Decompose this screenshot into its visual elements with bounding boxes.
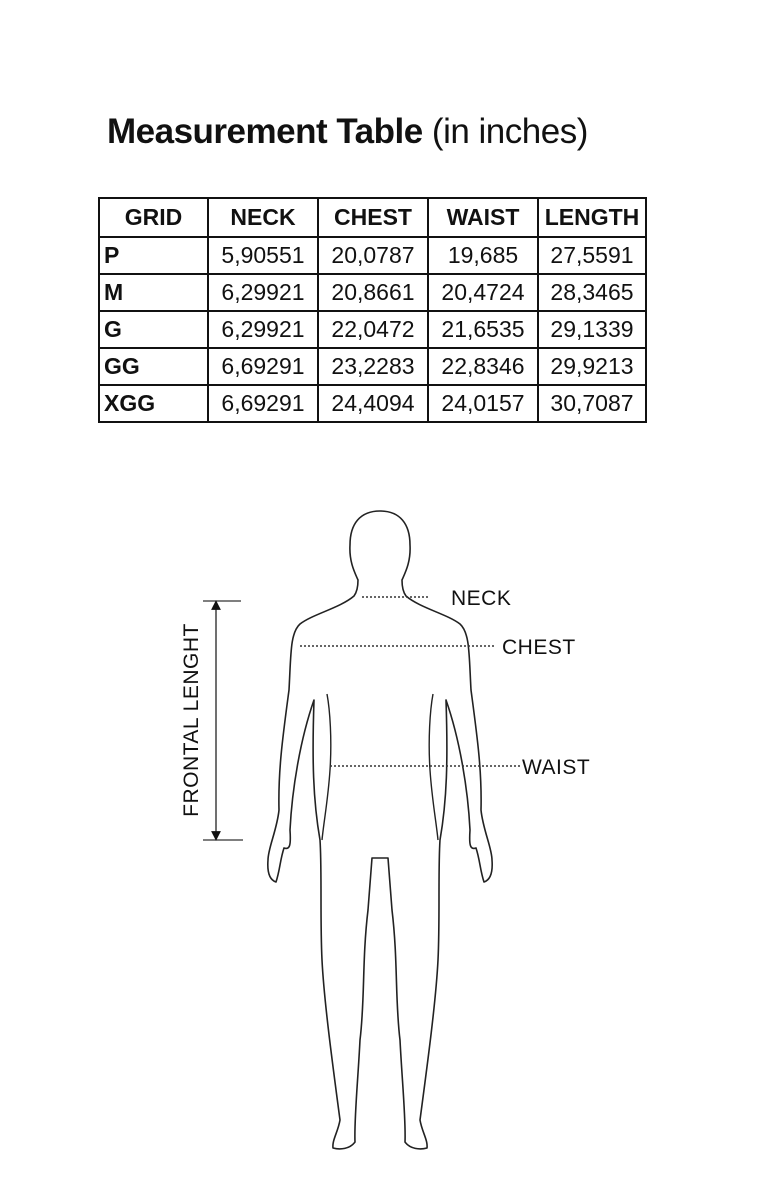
cell-neck: 6,29921 xyxy=(208,311,318,348)
table-row xyxy=(99,237,646,274)
cell-length: 27,5591 xyxy=(538,237,646,274)
title-main: Measurement Table xyxy=(107,112,423,151)
frontal-length-label: FRONTAL LENGHT xyxy=(180,623,203,817)
header-chest: CHEST xyxy=(318,198,428,237)
cell-length: 29,1339 xyxy=(538,311,646,348)
cell-length: 30,7087 xyxy=(538,385,646,422)
measurement-table xyxy=(98,197,647,423)
header-length: LENGTH xyxy=(538,198,646,237)
chest-label: CHEST xyxy=(502,636,576,659)
body-detail-right-arm xyxy=(429,694,438,840)
cell-grid: GG xyxy=(99,348,208,385)
cell-neck: 5,90551 xyxy=(208,237,318,274)
cell-chest: 20,8661 xyxy=(318,274,428,311)
cell-neck: 6,29921 xyxy=(208,274,318,311)
body-measurement-figure xyxy=(0,480,780,1180)
header-grid: GRID xyxy=(99,198,208,237)
cell-waist: 24,0157 xyxy=(428,385,538,422)
cell-grid: XGG xyxy=(99,385,208,422)
cell-grid: G xyxy=(99,311,208,348)
cell-length: 28,3465 xyxy=(538,274,646,311)
cell-grid: P xyxy=(99,237,208,274)
header-waist: WAIST xyxy=(428,198,538,237)
waist-label: WAIST xyxy=(522,756,591,779)
table-row xyxy=(99,385,646,422)
cell-chest: 22,0472 xyxy=(318,311,428,348)
table-row xyxy=(99,348,646,385)
neck-label: NECK xyxy=(451,587,512,610)
cell-grid: M xyxy=(99,274,208,311)
body-detail-left-arm xyxy=(322,694,331,840)
cell-chest: 20,0787 xyxy=(318,237,428,274)
cell-waist: 21,6535 xyxy=(428,311,538,348)
header-neck: NECK xyxy=(208,198,318,237)
cell-neck: 6,69291 xyxy=(208,385,318,422)
table-row xyxy=(99,274,646,311)
title-unit: (in inches) xyxy=(422,112,588,151)
page-title xyxy=(107,112,588,152)
cell-waist: 19,685 xyxy=(428,237,538,274)
table-header-row xyxy=(99,198,646,237)
cell-waist: 22,8346 xyxy=(428,348,538,385)
cell-neck: 6,69291 xyxy=(208,348,318,385)
table-row xyxy=(99,311,646,348)
cell-waist: 20,4724 xyxy=(428,274,538,311)
cell-chest: 24,4094 xyxy=(318,385,428,422)
cell-chest: 23,2283 xyxy=(318,348,428,385)
cell-length: 29,9213 xyxy=(538,348,646,385)
